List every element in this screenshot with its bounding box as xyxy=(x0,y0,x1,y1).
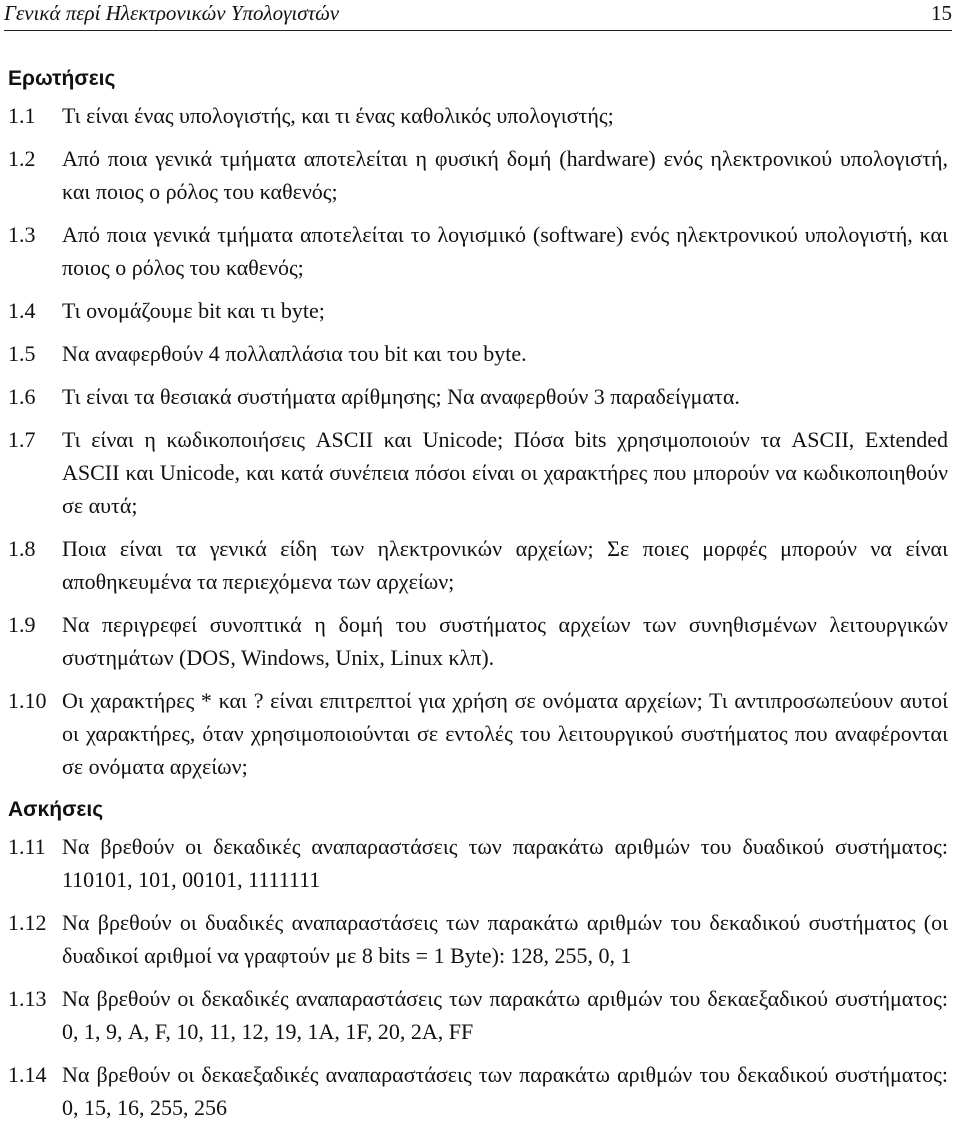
exercise-number: 1.12 xyxy=(8,910,47,935)
question-text: Τι ονομάζουμε bit και τι byte; xyxy=(62,298,325,323)
exercise-number: 1.11 xyxy=(8,834,46,859)
question-number: 1.6 xyxy=(8,384,36,409)
header-title: Γενικά περί Ηλεκτρονικών Υπολογιστών xyxy=(4,1,340,25)
exercises-heading: Ασκήσεις xyxy=(8,798,104,821)
exercise-text: Να βρεθούν οι δεκαδικές αναπαραστάσεις των παρακάτω αριθμών του δεκαεξαδικού συστήματος: 0, 1, 9, A, F, 10, 11, 12, 19, 1A, 1F, 20, 2A, FF xyxy=(62,986,948,1044)
question-item xyxy=(8,142,948,208)
page-number: 15 xyxy=(931,1,952,25)
question-number: 1.3 xyxy=(8,222,36,247)
question-item xyxy=(8,608,948,674)
question-text: Από ποια γενικά τμήματα αποτελείται το λογισμικό (software) ενός ηλεκτρονικού υπολογιστή, και ποιος ο ρόλος του καθενός; xyxy=(62,222,948,280)
question-item xyxy=(8,218,948,284)
question-item xyxy=(8,294,948,327)
question-number: 1.1 xyxy=(8,103,36,128)
question-text: Τι είναι η κωδικοποιήσεις ASCII και Unicode; Πόσα bits χρησιμοποιούν τα ASCII, Extended ASCII και Unicode, και κατά συνέπεια πόσοι είναι οι χαρακτήρες που μπορούν να κωδικοποιηθούν σε αυτά; xyxy=(62,427,948,518)
question-text: Να περιγρεφεί συνοπτικά η δομή του συστήματος αρχείων των συνηθισμένων λειτουργικών συστημάτων (DOS, Windows, Unix, Linux κλπ). xyxy=(62,612,948,670)
question-number: 1.10 xyxy=(8,688,47,713)
question-number: 1.2 xyxy=(8,146,36,171)
exercise-text: Να βρεθούν οι δεκαδικές αναπαραστάσεις των παρακάτω αριθμών του δυαδικού συστήματος: 110101, 101, 00101, 1111111 xyxy=(62,834,948,892)
exercise-text: Να βρεθούν οι δυαδικές αναπαραστάσεις των παρακάτω αριθμών του δεκαδικού συστήματος (οι δυαδικοί αριθμοί να γραφτούν με 8 bits = 1 Byte): 128, 255, 0, 1 xyxy=(62,910,948,968)
question-text: Οι χαρακτήρες * και ? είναι επιτρεπτοί για χρήση σε ονόματα αρχείων; Τι αντιπροσωπεύουν αυτοί οι χαρακτήρες, όταν χρησιμοποιούνται σε εντολές του λειτουργικού συστήματος που αναφέρονται σε ονόματα αρχείων; xyxy=(62,688,948,779)
question-number: 1.9 xyxy=(8,612,36,637)
exercise-text: Να βρεθούν οι δεκαεξαδικές αναπαραστάσεις των παρακάτω αριθμών του δεκαδικού συστήματος: 0, 15, 16, 255, 256 xyxy=(62,1062,948,1120)
question-text: Τι είναι τα θεσιακά συστήματα αρίθμησης; Να αναφερθούν 3 παραδείγματα. xyxy=(62,384,740,409)
exercise-item xyxy=(8,1058,948,1124)
question-number: 1.5 xyxy=(8,341,36,366)
question-item xyxy=(8,423,948,522)
question-text: Να αναφερθούν 4 πολλαπλάσια του bit και του byte. xyxy=(62,341,527,366)
question-item xyxy=(8,99,948,132)
exercise-number: 1.14 xyxy=(8,1062,47,1087)
question-item xyxy=(8,337,948,370)
question-number: 1.4 xyxy=(8,298,36,323)
exercise-item xyxy=(8,982,948,1048)
exercise-number: 1.13 xyxy=(8,986,47,1011)
question-number: 1.8 xyxy=(8,536,36,561)
running-header xyxy=(4,0,952,30)
questions-heading: Ερωτήσεις xyxy=(8,67,116,90)
document-body xyxy=(8,62,948,1134)
question-number: 1.7 xyxy=(8,427,36,452)
question-item xyxy=(8,684,948,783)
question-text: Ποια είναι τα γενικά είδη των ηλεκτρονικών αρχείων; Σε ποιες μορφές μπορούν να είναι αποθηκευμένα τα περιεχόμενα των αρχείων; xyxy=(62,536,948,594)
question-text: Τι είναι ένας υπολογιστής, και τι ένας καθολικός υπολογιστής; xyxy=(62,103,614,128)
question-item xyxy=(8,532,948,598)
exercise-item xyxy=(8,906,948,972)
question-text: Από ποια γενικά τμήματα αποτελείται η φυσική δομή (hardware) ενός ηλεκτρονικού υπολογιστή, και ποιος ο ρόλος του καθενός; xyxy=(62,146,948,204)
header-rule xyxy=(4,30,952,31)
question-item xyxy=(8,380,948,413)
exercise-item xyxy=(8,830,948,896)
